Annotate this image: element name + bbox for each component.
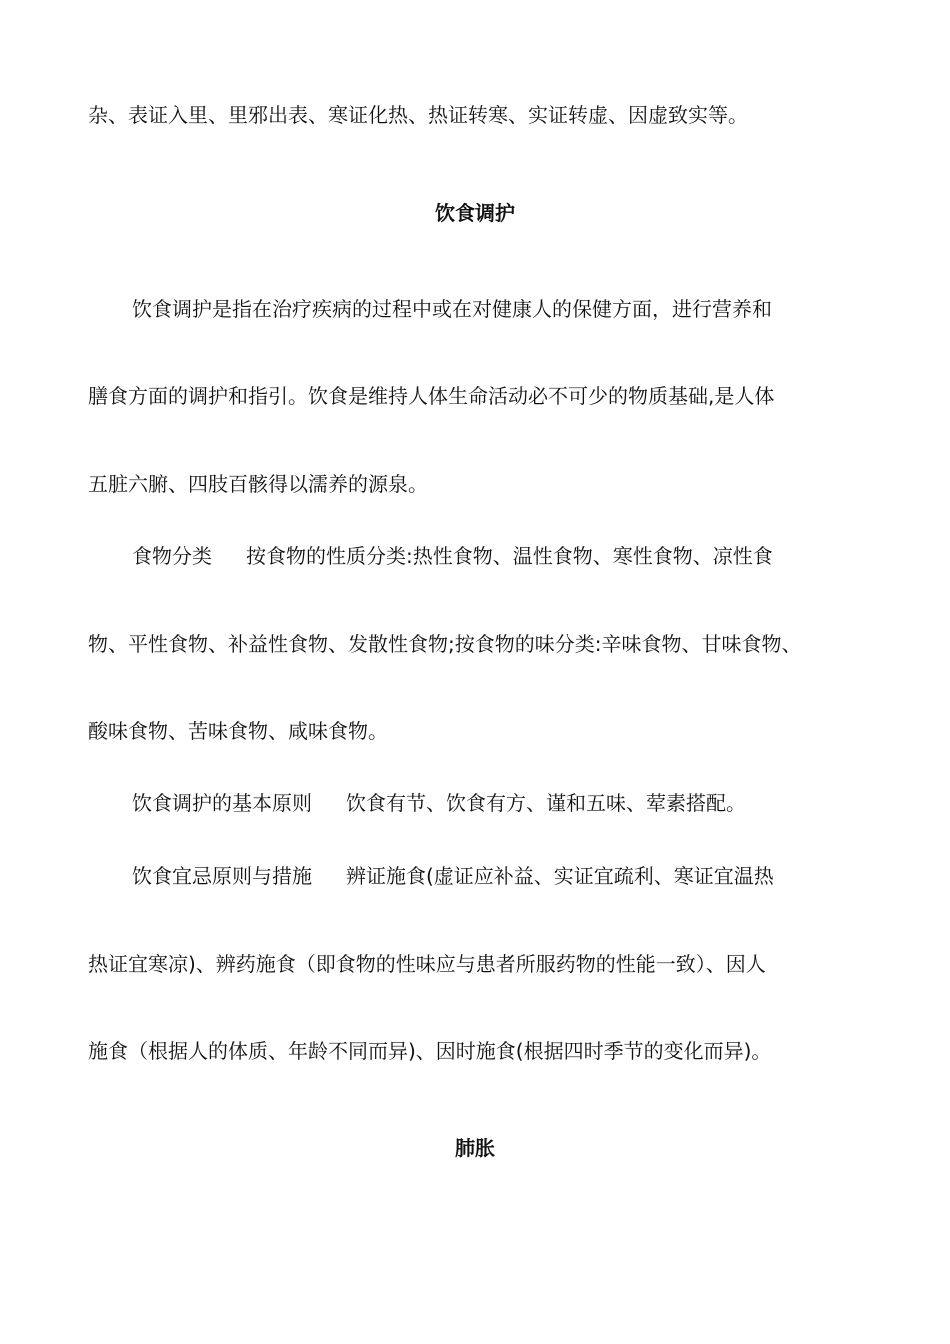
paragraph-line: 施食（根据人的体质、年龄不同而异)、因时施食(根据四时季节的变化而异)。	[88, 1039, 772, 1063]
section-title-diet-care: 饮食调护	[435, 201, 515, 225]
basic-principle-text: 饮食有节、饮食有方、谨和五味、荤素搭配。	[346, 791, 746, 815]
section-title-lung-distension: 肺胀	[455, 1136, 495, 1160]
diet-rules-text: 辨证施食(虚证应补益、实证宜疏利、寒证宜温热	[346, 864, 774, 888]
food-classification-label: 食物分类	[132, 544, 212, 568]
diet-rules-line	[132, 864, 774, 888]
basic-principle-label: 饮食调护的基本原则	[132, 791, 312, 815]
basic-principle-line	[132, 791, 746, 815]
intro-line: 杂、表证入里、里邪出表、寒证化热、热证转寒、实证转虚、因虚致实等。	[88, 103, 748, 127]
paragraph-line: 热证宜寒凉)、辨药施食（即食物的性味应与患者所服药物的性能一致）、因人	[88, 952, 766, 976]
paragraph-line: 物、平性食物、补益性食物、发散性食物;按食物的味分类:辛味食物、甘味食物、	[88, 632, 802, 656]
paragraph-line: 酸味食物、苦味食物、咸味食物。	[88, 719, 388, 743]
food-classification-line	[132, 544, 773, 568]
diet-rules-label: 饮食宜忌原则与措施	[132, 864, 312, 888]
paragraph-line: 五脏六腑、四肢百骸得以濡养的源泉。	[88, 472, 428, 496]
food-classification-text: 按食物的性质分类:热性食物、温性食物、寒性食物、凉性食	[246, 544, 773, 568]
paragraph-line: 饮食调护是指在治疗疾病的过程中或在对健康人的保健方面，进行营养和	[132, 297, 772, 321]
paragraph-line: 膳食方面的调护和指引。饮食是维持人体生命活动必不可少的物质基础,是人体	[88, 384, 775, 408]
